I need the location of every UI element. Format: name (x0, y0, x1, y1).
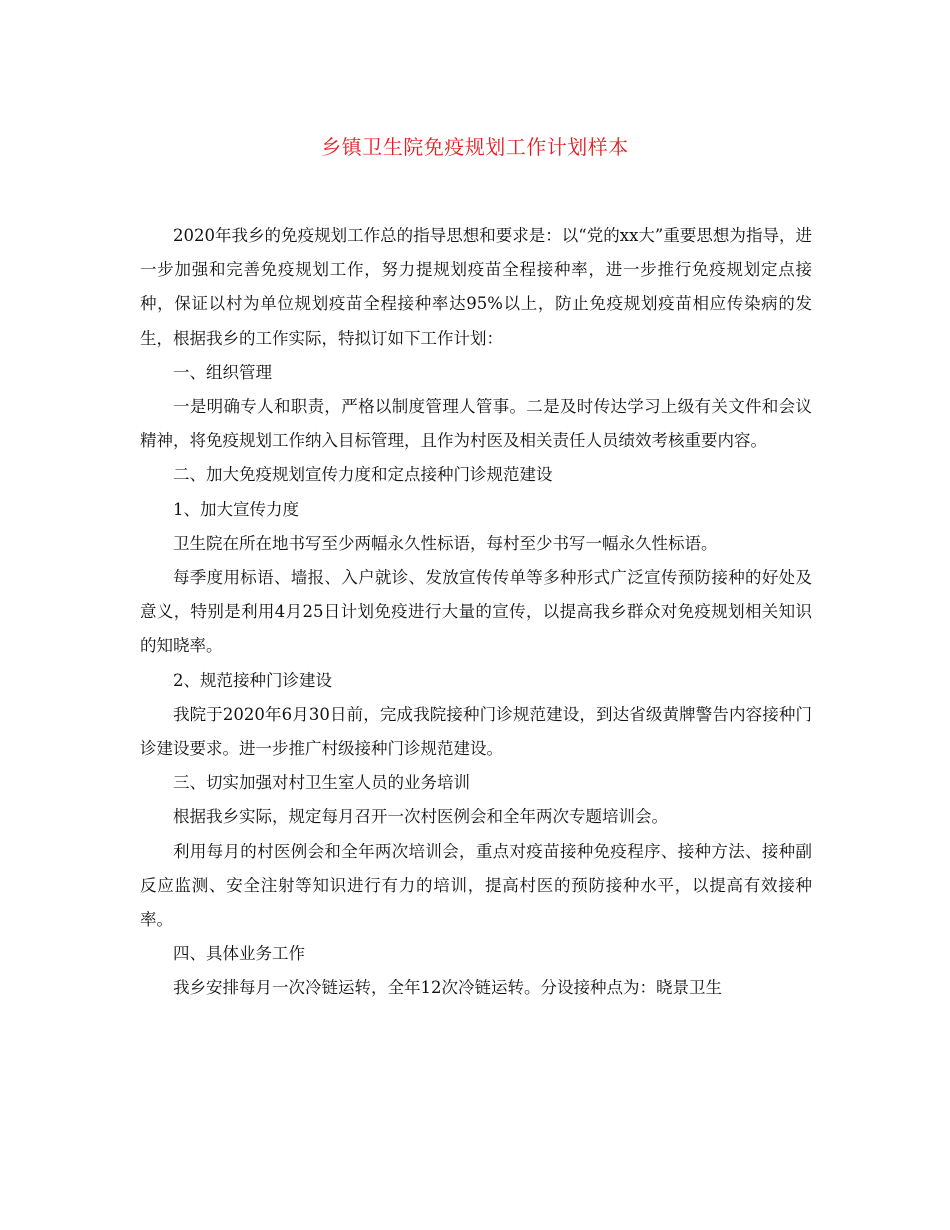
section-heading-publicity: 二、加大免疫规划宣传力度和定点接种门诊规范建设 (173, 465, 553, 485)
cold-chain-paragraph: 我乡安排每月一次冷链运转，全年12次冷链运转。分设接种点为：晓景卫生 (173, 978, 722, 998)
quarterly-publicity-paragraph: 每季度用标语、墙报、入户就诊、发放宣传传单等多种形式广泛宣传预防接种的好处及意义，特别是利用4月25日计划免疫进行大量的宣传，以提高我乡群众对免疫规划相关知识的知晓率。 (140, 568, 812, 656)
slogan-paragraph: 卫生院在所在地书写至少两幅永久性标语，每村至少书写一幅永久性标语。 (173, 533, 718, 553)
document-body (140, 219, 812, 1006)
subheading-clinic-construction: 2、规范接种门诊建设 (173, 670, 332, 690)
document-title: 乡镇卫生院免疫规划工作计划样本 (321, 135, 629, 159)
subheading-publicity: 1、加大宣传力度 (173, 499, 299, 519)
training-paragraph: 利用每月的村医例会和全年两次培训会，重点对疫苗接种免疫程序、接种方法、接种副反应监测、安全注射等知识进行有力的培训，提高村医的预防接种水平，以提高有效接种率。 (140, 841, 812, 930)
section-heading-training: 三、切实加强对村卫生室人员的业务培训 (173, 773, 470, 793)
section-heading-operations: 四、具体业务工作 (173, 944, 305, 964)
intro-paragraph: 2020年我乡的免疫规划工作总的指导思想和要求是：以“党的xx大”重要思想为指导，进一步加强和完善免疫规划工作，努力提规划疫苗全程接种率，进一步推行免疫规划定点接种，保证以村为单位规划疫苗全程接种率达95%以上，防止免疫规划疫苗相应传染病的发生，根据我乡的工作实际，特拟订如下工作计划： (140, 226, 812, 348)
organization-paragraph: 一是明确专人和职责，严格以制度管理人管事。二是及时传达学习上级有关文件和会议精神，将免疫规划工作纳入目标管理，且作为村医及相关责任人员绩效考核重要内容。 (140, 397, 812, 451)
clinic-construction-paragraph: 我院于2020年6月30日前，完成我院接种门诊规范建设，到达省级黄牌警告内容接种门诊建设要求。进一步推广村级接种门诊规范建设。 (140, 704, 812, 759)
section-heading-organization: 一、组织管理 (173, 362, 272, 382)
monthly-meeting-paragraph: 根据我乡实际，规定每月召开一次村医例会和全年两次专题培训会。 (173, 807, 668, 827)
